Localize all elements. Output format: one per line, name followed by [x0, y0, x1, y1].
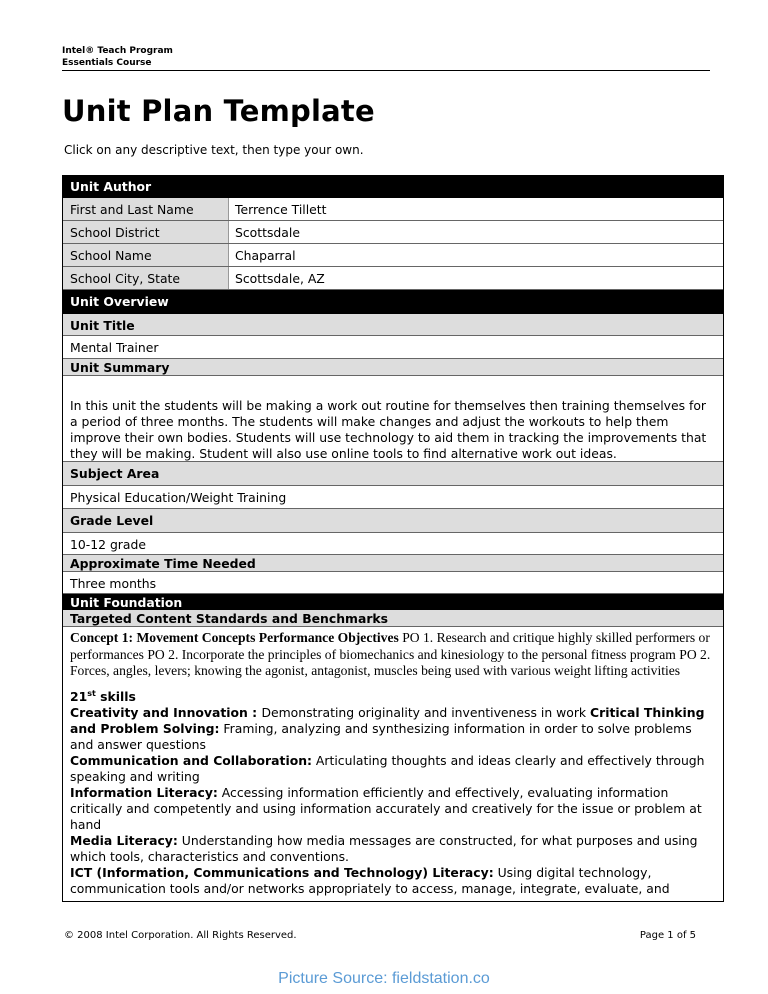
unit-summary-label: Unit Summary	[63, 359, 723, 376]
standards-content[interactable]	[63, 627, 723, 902]
unit-summary-value[interactable]: In this unit the students will be making a work out routine for themselves then training themselves for a period of three months. The students will make changes and adjust the workouts to help them improve their own bodies. Students will use technology to aid them in tracking the improvements that they will be making. Student will also use online tools to find alternative work out ideas.	[63, 376, 723, 462]
skill-label: Information Literacy:	[70, 784, 218, 800]
school-label: School Name	[63, 244, 229, 266]
unit-foundation-heading: Unit Foundation	[63, 594, 723, 610]
header-course: Essentials Course	[62, 58, 152, 68]
school-value[interactable]: Chaparral	[235, 248, 296, 263]
skills-heading-num: 21	[70, 688, 88, 704]
skills-heading-sup: st	[87, 688, 96, 698]
skill-text: Demonstrating originality and inventiveness in work	[261, 704, 591, 720]
skill-text: Using digital technology, communication tools and/or networks appropriately to access, manage, integrate, evaluate, and	[70, 864, 670, 896]
unit-author-heading: Unit Author	[63, 175, 723, 198]
school-row	[63, 244, 723, 267]
skill-text: Understanding how media messages are constructed, for what purposes and using which tools, characteristics and conventions.	[70, 832, 698, 864]
author-label: First and Last Name	[63, 198, 229, 220]
district-row	[63, 221, 723, 244]
skill-ict	[70, 865, 715, 897]
city-label: School City, State	[63, 267, 229, 289]
skill-information	[70, 785, 715, 833]
grade-level-value[interactable]: 10-12 grade	[63, 533, 723, 555]
skill-label: Critical Thinking and Problem Solving:	[70, 704, 705, 736]
concept-text: PO 1. Research and critique highly skilled performers or performances PO 2. Incorporate the principles of biomechanics and kinesiology to the personal fitness program PO 2. Forces, angles, levers; knowing the agonist, antagonist, muscles being used with various weight lifting activities	[70, 630, 711, 678]
district-value[interactable]: Scottsdale	[235, 225, 300, 240]
skill-text: Accessing information efficiently and effectively, evaluating information critically and competently and using information accurately and creatively for the issue or problem at hand	[70, 784, 702, 832]
unit-title-value[interactable]: Mental Trainer	[63, 336, 723, 359]
unit-title-label: Unit Title	[63, 314, 723, 336]
time-needed-label: Approximate Time Needed	[63, 555, 723, 572]
skill-text: Articulating thoughts and ideas clearly and effectively through speaking and writing	[70, 752, 705, 784]
skill-label: Creativity and Innovation :	[70, 704, 262, 720]
author-value[interactable]: Terrence Tillett	[235, 202, 327, 217]
skill-label: ICT (Information, Communications and Technology) Literacy:	[70, 864, 494, 880]
skill-creativity-critical	[70, 705, 715, 753]
skill-label: Communication and Collaboration:	[70, 752, 312, 768]
skill-media	[70, 833, 715, 865]
page-header	[62, 45, 710, 71]
skill-communication	[70, 753, 715, 785]
skills-heading-rest: skills	[95, 688, 136, 704]
footer-page-number: Page 1 of 5	[639, 930, 696, 941]
city-row	[63, 267, 723, 290]
concept-label: Concept 1: Movement Concepts Performance Objectives	[70, 630, 399, 645]
skill-text: Framing, analyzing and synthesizing information in order to solve problems and answer questions	[70, 720, 692, 752]
unit-plan-table	[62, 175, 724, 902]
subject-area-value[interactable]: Physical Education/Weight Training	[63, 486, 723, 509]
unit-overview-heading: Unit Overview	[63, 290, 723, 314]
city-value[interactable]: Scottsdale, AZ	[235, 271, 325, 286]
footer-copyright: © 2008 Intel Corporation. All Rights Reserved.	[64, 930, 297, 941]
concept-paragraph	[70, 630, 715, 680]
district-label: School District	[63, 221, 229, 243]
standards-label: Targeted Content Standards and Benchmarks	[63, 610, 723, 627]
instructions: Click on any descriptive text, then type your own.	[64, 143, 364, 157]
time-needed-value[interactable]: Three months	[63, 572, 723, 594]
header-program: Intel® Teach Program	[62, 46, 173, 56]
page-title: Unit Plan Template	[62, 94, 375, 128]
author-row	[63, 198, 723, 221]
skills-heading	[70, 686, 715, 705]
subject-area-label: Subject Area	[63, 462, 723, 486]
picture-source: Picture Source: fieldstation.co	[278, 970, 490, 987]
skill-label: Media Literacy:	[70, 832, 178, 848]
grade-level-label: Grade Level	[63, 509, 723, 533]
